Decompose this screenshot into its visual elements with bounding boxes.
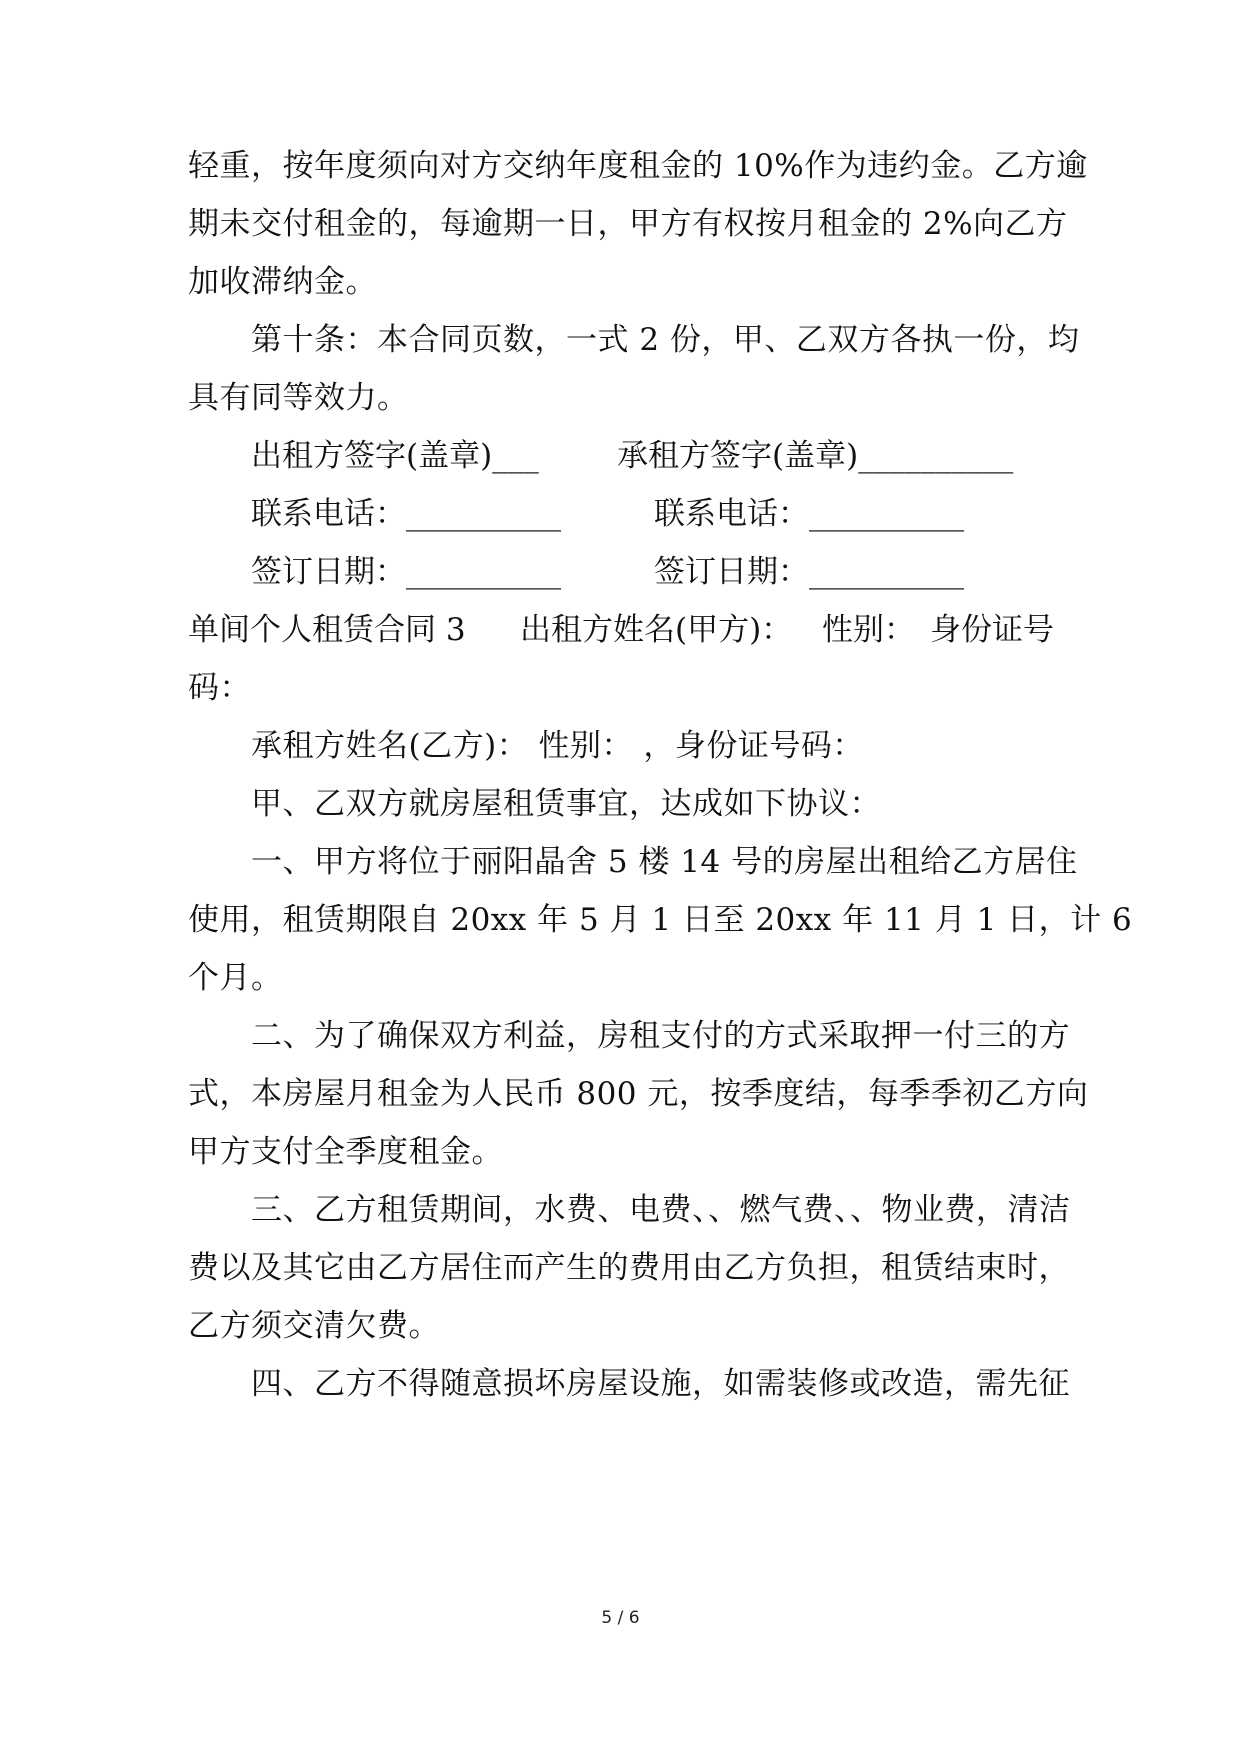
lessor-phone: 联系电话：__________ [251, 496, 561, 532]
id-number-label: 身份证号 [930, 612, 1054, 648]
body-line: 三、乙方租赁期间，水费、电费、、燃气费、、物业费，清洁 [251, 1192, 1071, 1228]
lessor-signature: 出租方签字(盖章)___ [251, 438, 539, 474]
body-line: 甲、乙双方就房屋租赁事宜，达成如下协议： [251, 786, 881, 822]
lessee-info-line: 承租方姓名(乙方)： 性别： ，身份证号码： [251, 728, 864, 764]
body-line: 一、甲方将位于丽阳晶舍 5 楼 14 号的房屋出租给乙方居住 [251, 844, 1078, 880]
lessee-date: 签订日期：__________ [654, 554, 964, 590]
body-line: 第十条：本合同页数，一式 2 份，甲、乙双方各执一份，均 [251, 322, 1080, 358]
body-line: 个月。 [188, 960, 283, 996]
lessee-signature: 承租方签字(盖章)__________ [617, 438, 1014, 474]
body-line: 使用，租赁期限自 20xx 年 5 月 1 日至 20xx 年 11 月 1 日，计 6 [188, 902, 1133, 938]
lessor-name-label: 出租方姓名(甲方)： [520, 612, 793, 648]
body-line: 码： [188, 670, 251, 706]
body-line: 费以及其它由乙方居住而产生的费用由乙方负担，租赁结束时， [188, 1250, 1070, 1286]
body-line: 具有同等效力。 [188, 380, 409, 416]
body-line: 轻重，按年度须向对方交纳年度租金的 10%作为违约金。乙方逾 [188, 148, 1088, 184]
lessor-date: 签订日期：__________ [251, 554, 561, 590]
gender-label: 性别： [822, 612, 915, 648]
body-line: 四、乙方不得随意损坏房屋设施，如需装修或改造，需先征 [251, 1366, 1070, 1402]
body-line: 二、为了确保双方利益，房租支付的方式采取押一付三的方 [251, 1018, 1070, 1054]
body-line: 加收滞纳金。 [188, 264, 377, 300]
body-line: 式，本房屋月租金为人民币 800 元，按季度结，每季季初乙方向 [188, 1076, 1089, 1112]
body-line: 甲方支付全季度租金。 [188, 1134, 503, 1170]
body-line: 期未交付租金的，每逾期一日，甲方有权按月租金的 2%向乙方 [188, 206, 1068, 242]
lessee-phone: 联系电话：__________ [654, 496, 964, 532]
page-number: 5 / 6 [601, 1608, 640, 1628]
contract-title: 单间个人租赁合同 3 [188, 612, 466, 648]
body-line: 乙方须交清欠费。 [188, 1308, 440, 1344]
